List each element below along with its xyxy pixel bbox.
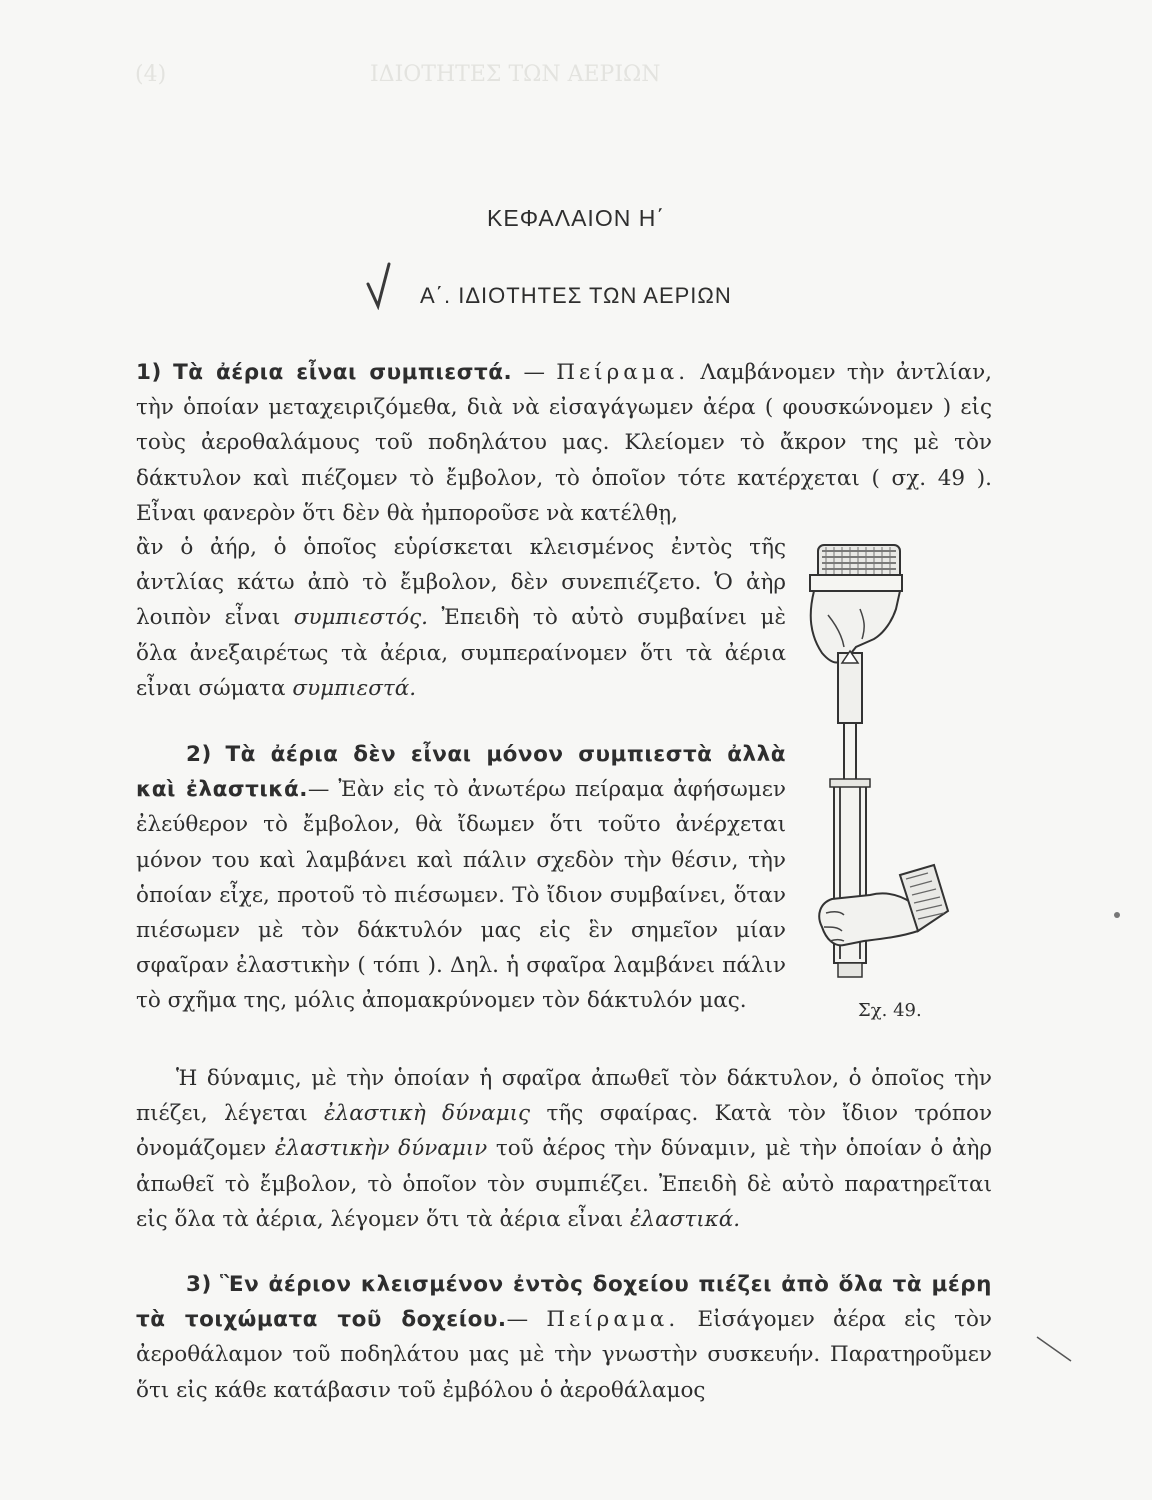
- lower-hand: [819, 893, 922, 945]
- paragraph-text: Ἐὰν εἰς τὸ ἀνωτέρω πείραμα ἀφήσωμεν ἐλεύθερον τὸ ἔμβολον, θὰ ἴδωμεν ὅτι τοῦτο ἀνέρχεται μόνον του καὶ λαμβάνει καὶ πάλιν σχεδὸν τὴν θέσιν, τὴν ὁποίαν εἶχε, προτοῦ τὸ πιέσωμεν. Τὸ ἴδιον συμβαίνει, ὅταν πιέσωμεν μὲ τὸν δάκτυλόν μας εἰς ἓν σημεῖον μίαν σφαῖραν ἐλαστικὴν ( τόπι ). Δηλ. ἡ σφαῖρα λαμβάνει πάλιν τὸ σχῆμα της, μόλις ἀπομακρύνομεν τὸν δάκτυλόν μας.: [136, 777, 786, 1014]
- paragraph-4: [136, 1267, 992, 1408]
- section-title: Α΄. ΙΔΙΟΤΗΤΕΣ ΤΩΝ ΑΕΡΙΩΝ: [420, 283, 732, 308]
- paragraph-heading: Τὰ ἀέρια εἶναι συμπιεστά.: [173, 360, 513, 385]
- dash: —: [523, 360, 545, 385]
- paragraph-heading: Ἓν ἀέριον κλεισμένον ἐντὸς δοχείου πιέζει ἀπὸ ὅλα τὰ μέρη τὰ τοιχώματα τοῦ δοχείου.: [136, 1272, 992, 1333]
- paragraph-number: 1): [136, 360, 162, 385]
- scan-dot: [1112, 910, 1122, 920]
- paragraph-text: ἂν ὁ ἀήρ, ὁ ὁποῖος εὑρίσκεται κλεισμένος ἐντὸς τῆς ἀντλίας κάτω ἀπὸ τὸ ἔμβολον, δὲν συνεπιέζετο. Ὁ ἀὴρ λοιπὸν εἶναι: [136, 535, 786, 631]
- paragraph-number: 3): [186, 1272, 212, 1297]
- paragraph-3: [136, 1061, 992, 1237]
- dash: —: [506, 1307, 529, 1333]
- bleed-through-text: (4): [135, 62, 167, 87]
- piston-rod: [844, 723, 856, 783]
- upper-cuff: [810, 545, 902, 591]
- experiment-label: Πείραμα.: [556, 360, 690, 385]
- paragraph-2: [136, 737, 786, 1019]
- italic-term: συμπιεστά.: [292, 675, 417, 701]
- italic-term: συμπιεστός.: [293, 605, 429, 631]
- dash: —: [307, 777, 330, 803]
- paragraph-1-continued: [136, 530, 786, 706]
- figure-caption: Σχ. 49.: [858, 1000, 922, 1021]
- experiment-label: Πείραμα.: [546, 1307, 680, 1333]
- italic-term: ἐλαστικὴ δύναμις: [324, 1101, 531, 1127]
- italic-term: ἐλαστικὴν δύναμιν: [274, 1136, 488, 1162]
- scan-mark: [1035, 1335, 1075, 1365]
- paragraph-text: Ἐπειδὴ τὸ αὐτὸ συμβαίνει μὲ ὅλα ἀνεξαιρέτως τὰ ἀέρια, συμπεραίνομεν ὅτι τὰ ἀέρια εἶναι σώματα: [136, 605, 787, 701]
- chapter-title: ΚΕΦΑΛΑΙΟΝ Η΄: [487, 205, 665, 231]
- paragraph-text: Εἰσάγομεν ἀέρα εἰς τὸν ἀεροθάλαμον τοῦ ποδηλάτου μας μὲ τὴν γνωστὴν συσκευήν. Παρατηροῦμεν ὅτι εἰς κάθε κατάβασιν τοῦ ἐμβόλου ὁ ἀεροθάλαμος: [136, 1307, 992, 1403]
- paragraph-text: Λαμβάνομεν τὴν ἀντλίαν, τὴν ὁποίαν μεταχειριζόμεθα, διὰ νὰ εἰσαγάγωμεν ἀέρα ( φουσκώνομεν ) εἰς τοὺς ἀεροθαλάμους τοῦ ποδηλάτου μας. Κλείομεν τὸ ἄκρον της μὲ τὸν δάκτυλον καὶ πιέζομεν τὸ ἔμβολον, τὸ ὁποῖον τότε κατέρχεται ( σχ. 49 ). Εἶναι φανερὸν ὅτι δὲν θὰ ἠμποροῦσε νὰ κατέλθῃ,: [136, 360, 992, 526]
- upper-hand: [811, 591, 900, 663]
- hand-pump-illustration: [800, 535, 950, 1005]
- paragraph-1: [136, 355, 992, 531]
- check-mark-icon: [365, 262, 393, 310]
- paragraph-heading: Τὰ ἀέρια δὲν εἶναι μόνον συμπιεστὰ ἀλλὰ καὶ ἐλαστικά.: [136, 742, 786, 803]
- pump-barrel: [830, 779, 870, 977]
- paragraph-text: τῆς σφαίρας. Κατὰ τὸν ἴδιον τρόπον ὀνομάζομεν: [136, 1101, 993, 1162]
- paragraph-number: 2): [186, 742, 212, 767]
- paragraph-text: τοῦ ἀέρος τὴν δύναμιν, μὲ τὴν ὁποίαν ὁ ἀὴρ ἀπωθεῖ τὸ ἔμβολον, τὸ ὁποῖον τὸν συμπιέζει. Ἐπειδὴ δὲ αὐτὸ παρατηρεῖται εἰς ὅλα τὰ ἀέρια, λέγομεν ὅτι τὰ ἀέρια εἶναι: [136, 1136, 992, 1232]
- bleed-through-text: ΙΔΙΟΤΗΤΕΣ ΤΩΝ ΑΕΡΙΩΝ: [370, 62, 661, 87]
- italic-term: ἐλαστικά.: [629, 1206, 741, 1232]
- paragraph-text: Ἡ δύναμις, μὲ τὴν ὁποίαν ἡ σφαῖρα ἀπωθεῖ τὸν δάκτυλον, ὁ ὁποῖος τὴν πιέζει, λέγεται: [136, 1066, 992, 1127]
